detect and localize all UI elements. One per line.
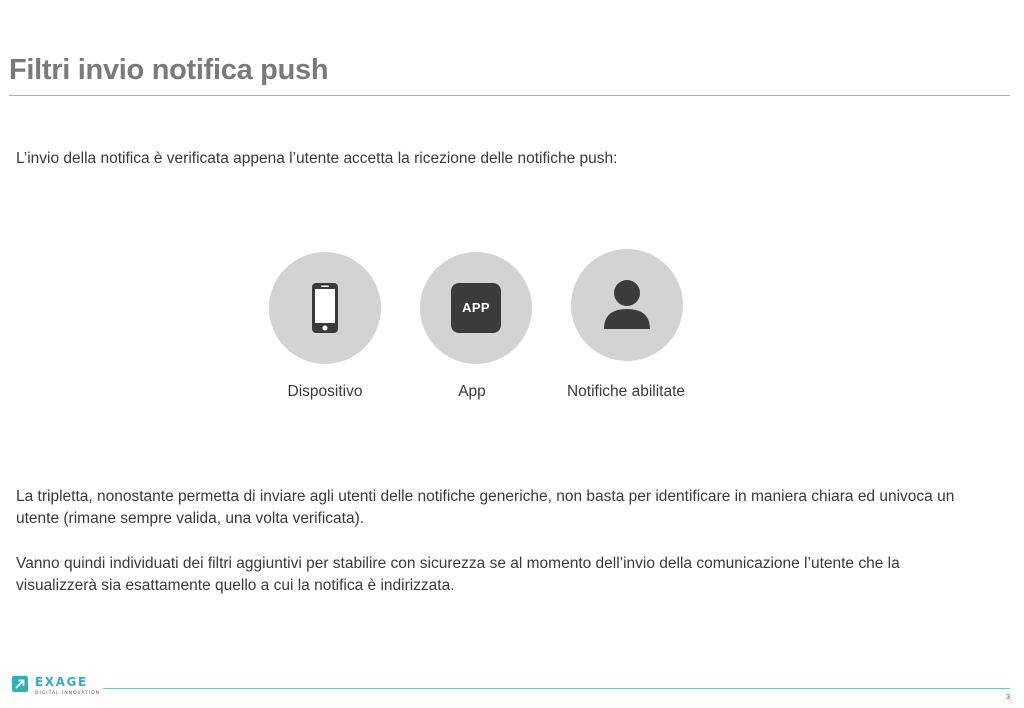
notifications-label: Notifiche abilitate [566,383,686,400]
device-label: Dispositivo [287,383,363,400]
paragraph-triplet: La tripletta, nonostante permetta di inviare agli utenti delle notifiche generiche, non basta per identificare in maniera chiara ed univoca un utente (rimane sempre valida, una volta verificata). [16,488,955,527]
app-circle [420,252,532,364]
notifications-circle [571,249,683,361]
logo-wordmark: EXAGE [35,675,88,689]
footer-divider [103,688,1010,689]
slide-title: Filtri invio notifica push [9,54,329,86]
intro-text: L’invio della notifica è verificata appena l’utente accetta la ricezione delle notifiche push: [16,150,618,167]
device-circle [269,252,381,364]
title-divider [9,95,1010,96]
user-icon [604,279,650,329]
logo-arrow-icon [12,676,28,692]
app-icon: APP [451,283,501,333]
app-label: App [458,383,486,400]
paragraph-filters: Vanno quindi individuati dei filtri aggiuntivi per stabilire con sicurezza se al momento dell’invio della comunicazione l’utente che la visualizzerà sia esattamente quello a cui la notifica è indirizzata. [16,555,900,594]
logo-tagline: DIGITAL INNOVATION [35,691,101,696]
company-logo [12,676,102,698]
smartphone-icon [312,283,338,333]
page-number: 3 [1006,694,1010,701]
